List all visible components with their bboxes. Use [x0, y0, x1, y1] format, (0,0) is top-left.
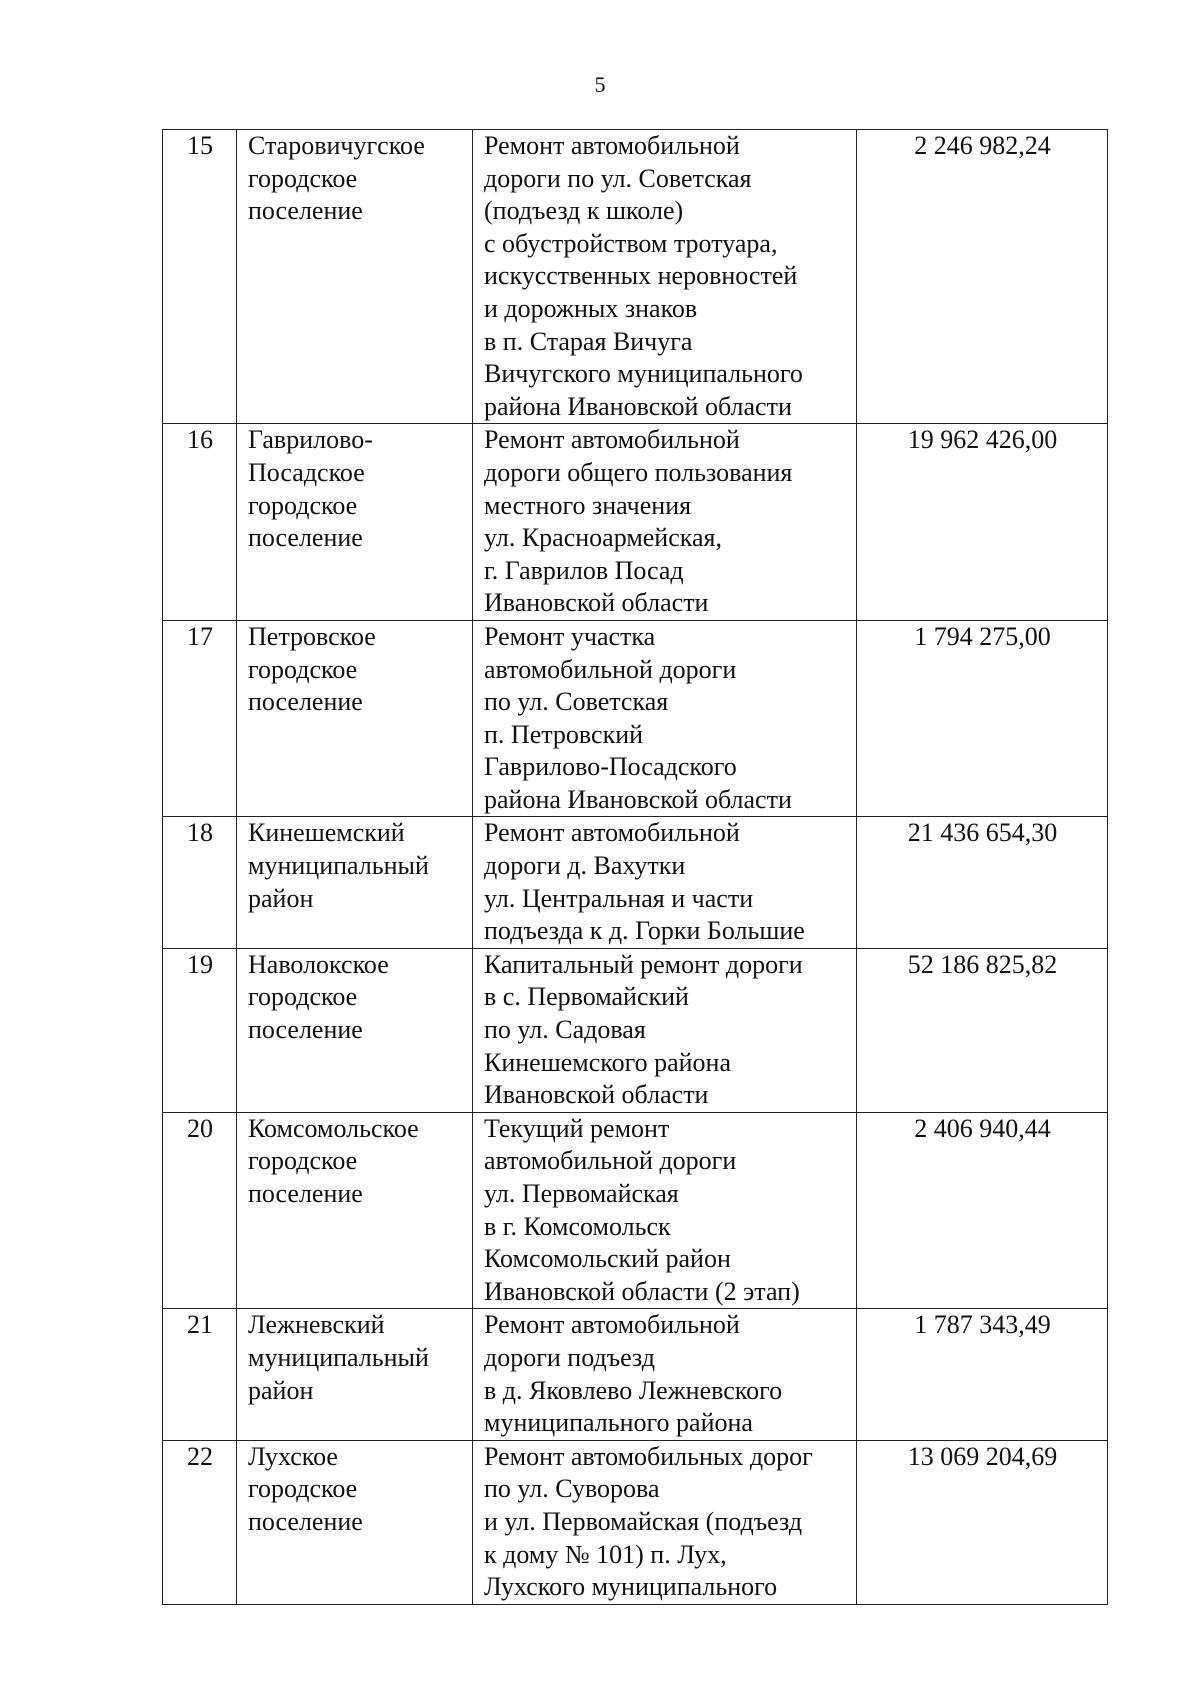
- object-cell: Ремонт участка автомобильной дороги по ул. Советская п. Петровский Гаврилово-Посадского района Ивановской области: [473, 620, 857, 817]
- table-row: [163, 817, 1108, 948]
- table-row: [163, 620, 1108, 817]
- municipality-cell: Петровское городское поселение: [237, 620, 473, 817]
- page-number: 5: [594, 72, 606, 97]
- municipality-cell: Лухское городское поселение: [237, 1440, 473, 1604]
- table-row: [163, 948, 1108, 1112]
- row-number: 19: [163, 948, 237, 1112]
- object-cell: Ремонт автомобильной дороги по ул. Советская (подъезд к школе) с обустройством тротуара, искусственных неровностей и дорожных знаков в п. Старая Вичуга Вичугского муниципального района Ивановской области: [473, 130, 857, 424]
- municipality-cell: Кинешемский муниципальный район: [237, 817, 473, 948]
- object-cell: Ремонт автомобильной дороги общего пользования местного значения ул. Красноармейская, г. Гаврилов Посад Ивановской области: [473, 424, 857, 621]
- municipality-cell: Комсомольское городское поселение: [237, 1112, 473, 1309]
- row-number: 17: [163, 620, 237, 817]
- row-number: 15: [163, 130, 237, 424]
- table-body: [163, 130, 1108, 1605]
- object-cell: Ремонт автомобильных дорог по ул. Суворова и ул. Первомайская (подъезд к дому № 101) п. Лух, Лухского муниципального: [473, 1440, 857, 1604]
- object-cell: Капитальный ремонт дороги в с. Первомайский по ул. Садовая Кинешемского района Ивановской области: [473, 948, 857, 1112]
- row-number: 16: [163, 424, 237, 621]
- object-cell: Ремонт автомобильной дороги подъезд в д. Яковлево Лежневского муниципального района: [473, 1309, 857, 1440]
- amount-cell: 52 186 825,82: [857, 948, 1108, 1112]
- amount-cell: 1 794 275,00: [857, 620, 1108, 817]
- table-row: [163, 1440, 1108, 1604]
- table-row: [163, 1112, 1108, 1309]
- table-row: [163, 424, 1108, 621]
- row-number: 21: [163, 1309, 237, 1440]
- object-cell: Ремонт автомобильной дороги д. Вахутки ул. Центральная и части подъезда к д. Горки Большие: [473, 817, 857, 948]
- road-repair-table: [162, 129, 1108, 1605]
- amount-cell: 13 069 204,69: [857, 1440, 1108, 1604]
- municipality-cell: Наволокское городское поселение: [237, 948, 473, 1112]
- amount-cell: 2 246 982,24: [857, 130, 1108, 424]
- municipality-cell: Лежневский муниципальный район: [237, 1309, 473, 1440]
- amount-cell: 19 962 426,00: [857, 424, 1108, 621]
- municipality-cell: Гаврилово- Посадское городское поселение: [237, 424, 473, 621]
- amount-cell: 1 787 343,49: [857, 1309, 1108, 1440]
- row-number: 20: [163, 1112, 237, 1309]
- row-number: 18: [163, 817, 237, 948]
- table-row: [163, 130, 1108, 424]
- amount-cell: 21 436 654,30: [857, 817, 1108, 948]
- row-number: 22: [163, 1440, 237, 1604]
- object-cell: Текущий ремонт автомобильной дороги ул. Первомайская в г. Комсомольск Комсомольский район Ивановской области (2 этап): [473, 1112, 857, 1309]
- amount-cell: 2 406 940,44: [857, 1112, 1108, 1309]
- municipality-cell: Старовичугское городское поселение: [237, 130, 473, 424]
- table-row: [163, 1309, 1108, 1440]
